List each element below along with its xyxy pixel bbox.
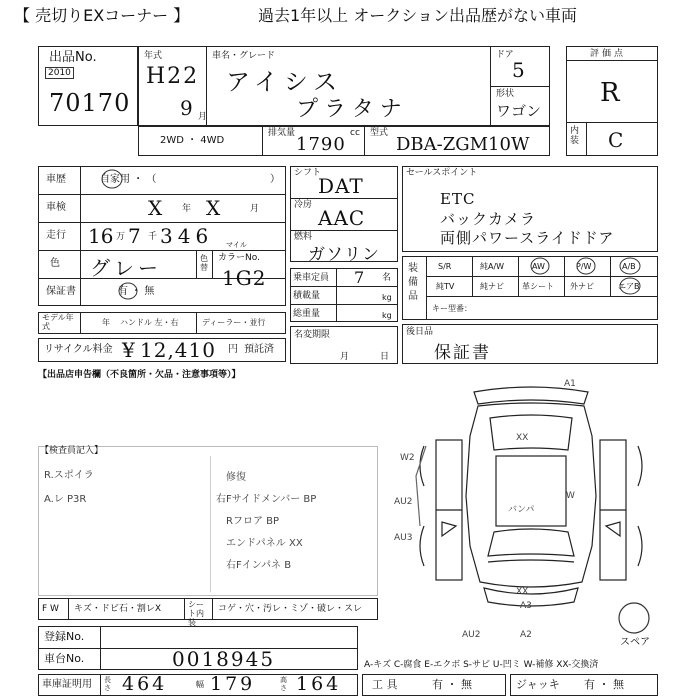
mileage-label: 走行 (46, 230, 66, 241)
capacity-label: 乗車定員 (293, 273, 330, 283)
name-change-unit: 月 (340, 352, 350, 362)
banner (0, 0, 700, 32)
inspection-month-unit: 月 (250, 204, 260, 214)
displacement-value: 1790 (296, 134, 346, 155)
displacement-unit: cc (350, 128, 360, 138)
inspector-left-note-2: A.レ P3R (44, 494, 87, 505)
model-year-handle: ハンドル 左・右 (120, 318, 179, 327)
year-era: H22 (146, 64, 200, 89)
capacity-unit: 名 (382, 273, 392, 283)
capacity-value: 7 (354, 268, 367, 287)
mark-w2: W2 (400, 453, 415, 463)
recycle-yen: ¥ (122, 338, 136, 362)
year-month: 9 (180, 96, 195, 120)
sales-line-1: ETC (440, 190, 476, 208)
tools-label: 工 具 (372, 678, 398, 691)
banner-left: 【 売切りEXコーナー 】 (14, 6, 190, 25)
score-value: R (600, 78, 622, 108)
year-label: 年式 (144, 51, 163, 61)
lot-label: 出品No. (49, 50, 97, 65)
equipment-pw: P/W (576, 262, 592, 271)
color-label: 色 (50, 258, 60, 269)
equipment-ab: A/B (622, 262, 636, 271)
shift-label: シフト (294, 168, 322, 178)
mileage-sen: 7 (128, 224, 143, 248)
score-label: 評価点 (590, 49, 627, 59)
inspection-year-unit: 年 (182, 204, 192, 214)
mileage-sen-unit: 千 (148, 232, 158, 242)
equipment-tv: 純TV (436, 282, 455, 291)
mark-au2-left: AU2 (394, 497, 413, 507)
doors-label: ドア (496, 50, 514, 60)
floor-seat-label: シート内装 (188, 600, 204, 627)
gross-unit: kg (382, 311, 392, 320)
lot-box (38, 46, 138, 126)
fuel-label: 燃料 (294, 232, 313, 242)
inspector-right-note-2: 右Fサイドメンバー BP (216, 494, 317, 505)
jack-options: 有 ・ 無 (584, 678, 624, 691)
damage-legend: A-キズ C-腐食 E-エクボ S-サビ U-凹ミ W-補修 XX-交換済 (364, 660, 599, 670)
spare-label: スペア (620, 637, 650, 648)
car-grade: プラタナ (296, 97, 408, 122)
spare-tire-icon (614, 600, 654, 640)
equipment-aw-genuine: 純A/W (480, 262, 505, 271)
banner-right: 過去1年以上 オークション出品歴がない車両 (258, 6, 577, 25)
cert-width-label: 幅 (196, 680, 204, 689)
recycle-label: リサイクル料金 (44, 344, 113, 355)
equipment-navi: 純ナビ (480, 282, 504, 291)
score-interior-value: C (608, 128, 626, 152)
shift-value: DAT (318, 174, 364, 198)
floor-items: キズ・ドビ石・割レX (74, 604, 161, 614)
mileage-man: 16 (88, 224, 114, 248)
body-type-value: ワゴン (496, 102, 542, 120)
mark-a3: A3 (520, 601, 532, 611)
mark-bumper: バンパ (508, 505, 535, 515)
car-name: アイシス (226, 68, 344, 96)
equipment-ext-navi: 外ナビ (570, 282, 594, 291)
equipment-sr: S/R (438, 262, 452, 271)
model-value: DBA-ZGM10W (396, 134, 530, 155)
inspection-label: 車検 (46, 202, 66, 213)
warranty-label: 保証書 (46, 286, 76, 297)
sales-line-2: バックカメラ (440, 210, 537, 228)
inspector-right-note-5: 右Fインパネ B (226, 560, 292, 571)
equipment-lock: キー型番： (432, 304, 472, 313)
mark-a2-front: A2 (520, 630, 532, 640)
mark-xx-front: XX (516, 587, 529, 597)
inspection-year: X (148, 196, 165, 220)
body-type-label: 形状 (496, 89, 515, 99)
cooler-label: 冷房 (294, 200, 313, 210)
displacement-label: 排気量 (268, 128, 296, 138)
cooler-value: AAC (318, 206, 366, 230)
car-label: 車名・グレード (212, 51, 276, 61)
chassis-label: 車台No. (44, 652, 85, 665)
inspection-month: X (206, 196, 223, 220)
mark-au3: AU3 (394, 533, 413, 543)
load-label: 積載量 (293, 291, 321, 301)
registration-label: 登録No. (44, 630, 85, 643)
recycle-unit: 円 (228, 344, 238, 355)
cert-height-label: 高さ (280, 676, 287, 692)
mileage-rest: 346 (160, 224, 214, 248)
color-change-label: 色替 (200, 254, 208, 272)
color-code: 1G2 (222, 266, 267, 290)
color-value: グレー (90, 256, 162, 280)
mark-a1-rear: A1 (564, 379, 576, 389)
load-unit: kg (382, 293, 392, 302)
inspector-label: 【検査員記入】 (40, 446, 104, 456)
equipment-leather: 革シート (522, 282, 554, 291)
score-interior-label: 内装 (570, 126, 580, 146)
mileage-unit: マイル (226, 241, 247, 249)
after-items-label: 後日品 (406, 327, 434, 337)
mark-au2-front: AU2 (462, 630, 481, 640)
inspector-right-note-3: Rフロア BP (226, 516, 280, 527)
car-diagram (396, 376, 666, 616)
year-month-unit: 月 (198, 112, 208, 122)
lot-number: 70170 (49, 89, 131, 117)
inspector-right-note-1: 修復 (226, 472, 246, 483)
cert-length: 464 (122, 673, 168, 695)
doors-value: 5 (512, 58, 527, 82)
mileage-man-unit: 万 (116, 232, 126, 242)
model-label: 型式 (370, 128, 389, 138)
gross-label: 総重量 (293, 309, 321, 319)
equipment-circles (526, 256, 666, 296)
tools-options: 有 ・ 無 (432, 678, 472, 691)
name-change-label: 名変期限 (294, 330, 331, 340)
model-year-label: モデル年式 (42, 313, 74, 331)
fuel-value: ガソリン (308, 245, 380, 265)
recycle-value: 12,410 (140, 338, 216, 362)
inspector-right-note-4: エンドパネル XX (226, 538, 303, 549)
lot-year-stamp: 2010 (45, 67, 74, 79)
warranty-options: 有 ・ 無 (118, 286, 155, 297)
floor-fw: F W (42, 604, 59, 614)
cert-height: 164 (296, 673, 342, 695)
chassis-value: 0018945 (172, 647, 276, 671)
name-change-day: 日 (380, 352, 390, 362)
mark-w: W (566, 491, 575, 501)
cert-width: 179 (210, 673, 256, 695)
recycle-note: 預託済 (244, 344, 274, 355)
detail-circles (100, 166, 280, 306)
model-year-unit: 年 (102, 318, 110, 327)
history-value: 自家用 ・ （ (100, 174, 157, 185)
history-label: 車歴 (46, 174, 66, 185)
equipment-aw: AW (532, 262, 545, 271)
inspector-left-note-1: R.スポイラ (44, 470, 94, 481)
sales-line-3: 両側パワースライドドア (440, 229, 615, 247)
floor-seat-items: コゲ・穴・汚レ・ミゾ・破レ・スレ (218, 604, 363, 614)
equipment-air-b: エアB (618, 282, 640, 291)
cert-length-label: 長さ (104, 676, 111, 692)
mark-xx-rear: XX (516, 433, 529, 443)
jack-label: ジャッキ (516, 678, 560, 691)
model-year-dealer: ディーラー・並行 (202, 318, 266, 327)
sales-label: セールスポイント (406, 168, 478, 178)
equipment-label: 装備品 (408, 263, 418, 302)
after-items-value: 保証書 (434, 343, 491, 363)
color-code-label: カラーNo. (218, 253, 260, 263)
cert-label: 車庫証明用 (42, 679, 92, 690)
declaration-label: 【出品店申告欄（不良箇所・欠品・注意事項等）】 (38, 370, 241, 380)
drive-label: 2WD ・ 4WD (160, 135, 225, 146)
